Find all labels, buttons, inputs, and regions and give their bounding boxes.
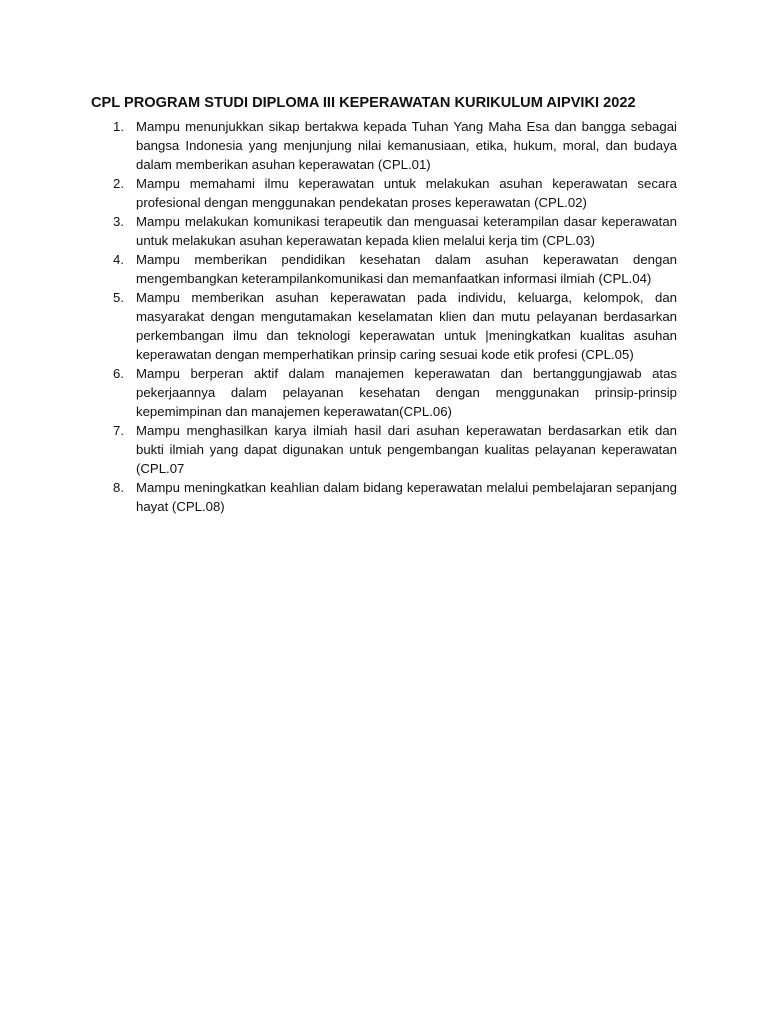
list-item-text: Mampu menunjukkan sikap bertakwa kepada Tuhan Yang Maha Esa dan bangga sebagai bangsa Indonesia yang menjunjung nilai kemanusiaan, etika, hukum, moral, dan budaya dalam memberikan asuhan keperawatan (CPL.01) xyxy=(136,119,677,172)
list-item-number: 6. xyxy=(113,366,124,381)
list-item-text: Mampu melakukan komunikasi terapeutik dan menguasai keterampilan dasar keperawatan untuk melakukan asuhan keperawatan kepada klien melalui kerja tim (CPL.03) xyxy=(136,214,677,248)
list-item-number: 5. xyxy=(113,290,124,305)
list-item xyxy=(113,174,677,212)
list-item-text: Mampu memberikan asuhan keperawatan pada individu, keluarga, kelompok, dan masyarakat dengan mengutamakan keselamatan klien dan mutu pelayanan berdasarkan perkembangan ilmu dan teknologi keperawatan untuk |meningkatkan kualitas asuhan keperawatan dengan memperhatikan prinsip caring sesuai kode etik profesi (CPL.05) xyxy=(136,290,677,362)
list-item-number: 1. xyxy=(113,119,124,134)
list-item xyxy=(113,364,677,421)
list-item xyxy=(113,117,677,174)
list-item-text: Mampu memahami ilmu keperawatan untuk melakukan asuhan keperawatan secara profesional dengan menggunakan pendekatan proses keperawatan (CPL.02) xyxy=(136,176,677,210)
document-title: CPL PROGRAM STUDI DIPLOMA III KEPERAWATAN KURIKULUM AIPVIKI 2022 xyxy=(91,95,636,111)
list-item-number: 3. xyxy=(113,214,124,229)
list-item-text: Mampu berperan aktif dalam manajemen keperawatan dan bertanggungjawab atas pekerjaannya dalam pelayanan kesehatan dengan menggunakan prinsip-prinsip kepemimpinan dan manajemen keperawatan(CPL.06) xyxy=(136,366,677,419)
list-item xyxy=(113,421,677,478)
list-item-number: 7. xyxy=(113,423,124,438)
list-item-text: Mampu menghasilkan karya ilmiah hasil dari asuhan keperawatan berdasarkan etik dan bukti ilmiah yang dapat digunakan untuk pengembangan kualitas pelayanan keperawatan (CPL.07 xyxy=(136,423,677,476)
cpl-list xyxy=(113,117,677,516)
list-item-number: 4. xyxy=(113,252,124,267)
list-item xyxy=(113,288,677,364)
list-item-number: 2. xyxy=(113,176,124,191)
list-item xyxy=(113,478,677,516)
list-item-text: Mampu meningkatkan keahlian dalam bidang keperawatan melalui pembelajaran sepanjang hayat (CPL.08) xyxy=(136,480,677,514)
list-item-text: Mampu memberikan pendidikan kesehatan dalam asuhan keperawatan dengan mengembangkan keterampilankomunikasi dan memanfaatkan informasi ilmiah (CPL.04) xyxy=(136,252,677,286)
list-item xyxy=(113,212,677,250)
list-item-number: 8. xyxy=(113,480,124,495)
list-item xyxy=(113,250,677,288)
